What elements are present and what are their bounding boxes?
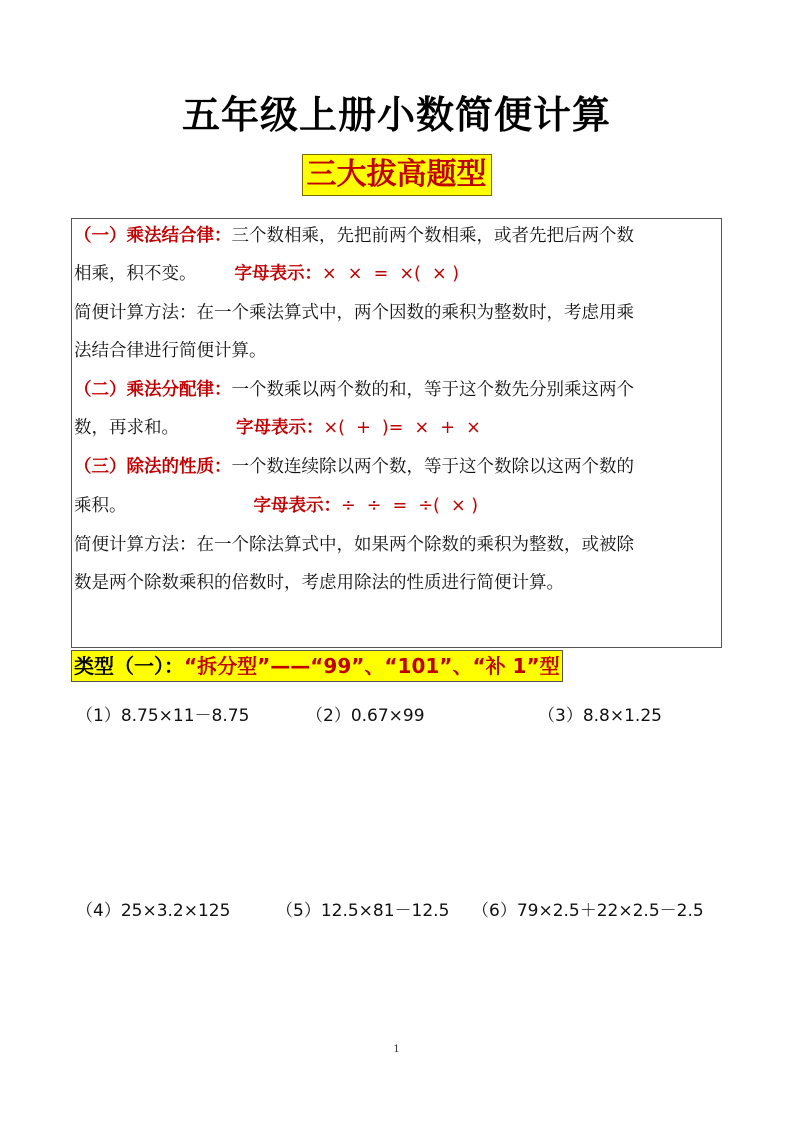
rule3-method2: 数是两个除数乘积的倍数时，考虑用除法的性质进行简便计算。 [74,573,564,593]
problem-2: （2）0.67×99 [306,706,425,726]
rule2-formula: ×( + )= × + × [323,418,481,438]
rule3-formula-label: 字母表示： [253,496,341,516]
problem-3: （3）8.8×1.25 [538,706,662,726]
subtitle: 三大拔高题型 [302,154,492,196]
rule2-text1: 一个数乘以两个数的和，等于这个数先分别乘这两个 [231,380,634,400]
rule1-line2 [74,262,459,286]
type-heading [71,650,563,682]
rule3-method1: 简便计算方法：在一个除法算式中，如果两个除数的乘积为整数，或被除 [74,535,634,555]
rule1-line1 [74,224,634,248]
rule2-text2: 数，再求和。 [74,418,179,438]
rule3-text2: 乘积。 [74,496,127,516]
subtitle-container [0,154,793,196]
rule1-text2: 相乘，积不变。 [74,264,197,284]
rule1-formula-label: 字母表示： [234,264,322,284]
problem-6: （6）79×2.5＋22×2.5－2.5 [472,901,704,921]
rule1-method1: 简便计算方法：在一个乘法算式中，两个因数的乘积为整数时，考虑用乘 [74,303,634,323]
problem-1: （1）8.75×11－8.75 [76,706,250,726]
rule3-line1 [74,455,634,479]
page-number: 1 [393,1044,400,1055]
rule2-heading: （二）乘法分配律： [74,380,232,400]
rule3-text1: 一个数连续除以两个数，等于这个数除以这两个数的 [231,457,634,477]
page-title: 五年级上册小数简便计算 [181,93,611,137]
rule3-formula: ÷ ÷ = ÷( × ) [341,496,479,516]
type-heading-label: “拆分型”——“99”、“101”、“补 1”型 [184,654,560,678]
rule1-method2: 法结合律进行简便计算。 [74,341,267,361]
rule2-line2 [74,416,481,440]
type-heading-prefix: 类型（一）： [74,654,184,678]
rule1-formula: × × = ×( × ) [322,264,460,284]
problem-5: （5）12.5×81－12.5 [276,901,450,921]
rule1-text1: 三个数相乘，先把前两个数相乘，或者先把后两个数 [231,226,634,246]
problem-4: （4）25×3.2×125 [76,901,231,921]
rule2-formula-label: 字母表示： [236,418,324,438]
rule1-heading: （一）乘法结合律： [74,226,232,246]
rule3-line2 [74,494,478,518]
rule2-line1 [74,378,634,402]
rules-box [71,218,722,648]
rule3-heading: （三）除法的性质： [74,457,232,477]
